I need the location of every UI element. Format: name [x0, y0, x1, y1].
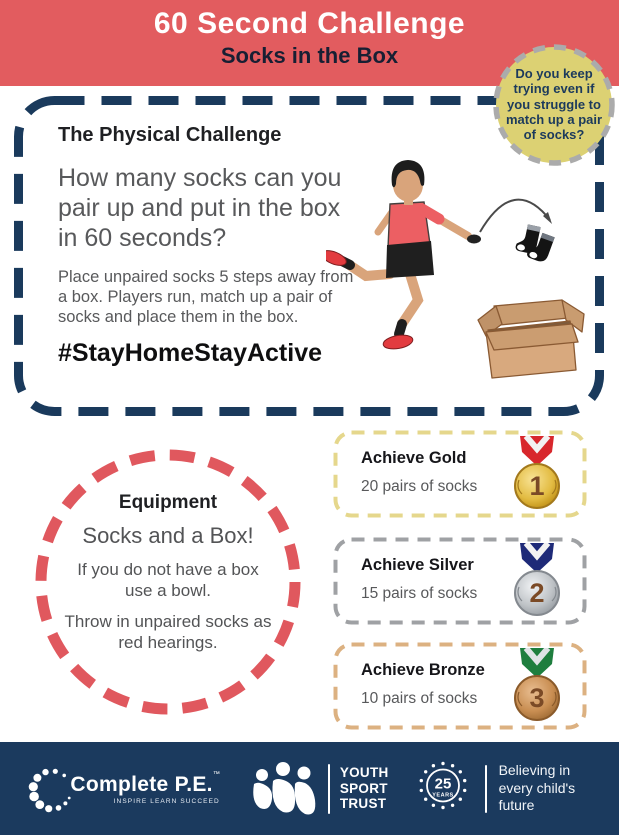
yst-line: SPORT: [339, 780, 388, 796]
challenge-instructions: Place unpaired socks 5 steps away from a box. Players run, match up a pair of socks and place them in the box.: [58, 268, 354, 327]
footer-logos: [24, 758, 594, 819]
page-title: 60 Second Challenge: [153, 7, 466, 40]
complete-pe-name: Complete P.E.: [70, 772, 213, 796]
challenge-heading: The Physical Challenge: [58, 124, 282, 146]
reflection-bubble: [491, 42, 617, 168]
achievement-requirement: 20 pairs of socks: [361, 478, 478, 495]
page-subtitle: Socks in the Box: [220, 43, 399, 68]
achievement-title: Achieve Gold: [361, 449, 467, 467]
complete-pe-logo: [24, 761, 219, 817]
footer-slogan-group: [485, 762, 595, 815]
youth-sport-trust-logo: [250, 760, 389, 818]
equipment-heading: Equipment: [118, 492, 218, 513]
achievement-card-bronze: [333, 642, 587, 730]
footer-divider: [485, 765, 487, 813]
medal-number: 1: [529, 471, 545, 501]
medal-number: 3: [529, 683, 545, 713]
25-years-badge: [415, 758, 471, 819]
youth-sport-trust-figures-icon: [250, 760, 318, 818]
footer-divider: [328, 764, 330, 814]
achievement-text: [361, 449, 477, 496]
equipment-circle: [30, 444, 306, 720]
complete-pe-wordmark: [70, 770, 220, 805]
boy-throwing-socks-illustration: [326, 148, 588, 388]
equipment-content: [63, 492, 273, 654]
achievement-requirement: 10 pairs of socks: [361, 690, 478, 707]
reflection-bubble-text: Do you keep trying even if you struggle to match up a pair of socks?: [505, 66, 603, 143]
achievement-title: Achieve Bronze: [361, 661, 485, 679]
equipment-subheading: Socks and a Box!: [82, 523, 254, 548]
yst-line: YOUTH: [339, 764, 389, 780]
bronze-medal-icon: [507, 648, 567, 726]
25-years-badge-icon: [415, 758, 471, 814]
years-label: YEARS: [431, 792, 454, 799]
complete-pe-tagline: INSPIRE LEARN SUCCEED: [113, 797, 220, 805]
achievement-card-silver: [333, 537, 587, 625]
silver-medal-icon: [507, 543, 567, 621]
achievement-requirement: 15 pairs of socks: [361, 585, 478, 602]
achievement-text: [361, 661, 485, 708]
achievement-title: Achieve Silver: [361, 556, 474, 574]
equipment-note-2: Throw in unpaired socks as red hearings.: [64, 612, 272, 653]
footer: [0, 742, 619, 835]
challenge-hashtag: #StayHomeStayActive: [58, 339, 323, 368]
achievement-text: [361, 556, 477, 603]
challenge-question: How many socks can you pair up and put in the box in 60 seconds?: [58, 164, 342, 252]
equipment-note-1: If you do not have a box use a bowl.: [77, 560, 259, 600]
gold-medal-icon: [507, 436, 567, 514]
medal-number: 2: [529, 578, 545, 608]
youth-sport-trust-wordmark: [340, 765, 389, 813]
achievement-card-gold: [333, 430, 587, 518]
yst-line: TRUST: [339, 796, 387, 812]
footer-slogan: Believing in every child's future: [498, 762, 576, 814]
complete-pe-dots-icon: [24, 761, 76, 817]
trademark-symbol: ™: [212, 770, 220, 778]
years-number: 25: [434, 775, 451, 793]
